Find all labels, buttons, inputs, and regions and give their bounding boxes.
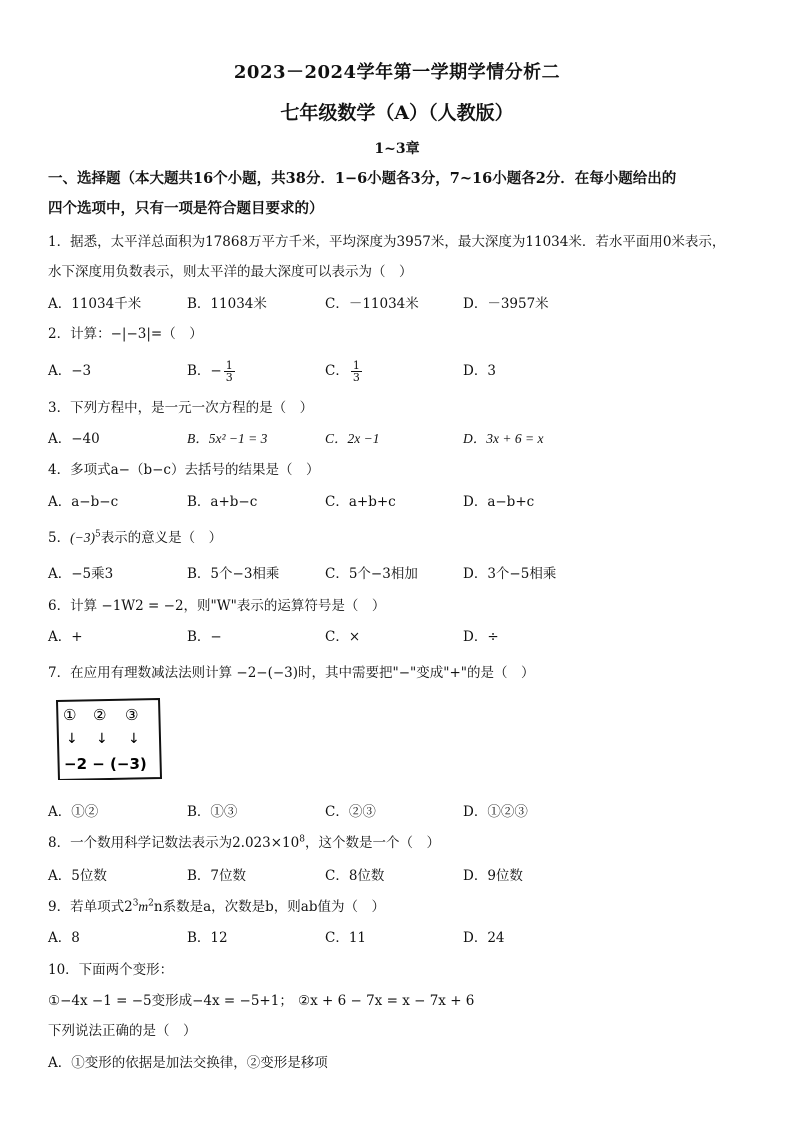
q5-option-a[interactable]: A．−5乘3 (48, 566, 114, 582)
q7-circle-1: ① (63, 706, 77, 724)
q4-option-b[interactable]: B．a+b−c (187, 494, 258, 510)
q2-option-b[interactable]: B．− $\frac{1}{3}$ (187, 359, 233, 384)
q9-option-b[interactable]: B．12 (187, 930, 228, 946)
q7-option-b[interactable]: B．①③ (187, 804, 238, 820)
q3-option-b[interactable]: B．5x² −1 = 3 (187, 431, 268, 446)
q7-arrow-2: ↓ (96, 731, 108, 747)
q1-option-b[interactable]: B．11034米 (187, 296, 267, 312)
q8-stem: 8．一个数用科学记数法表示为$2.023\times 10^8$，这个数是一个（ ） (48, 834, 440, 851)
q2-stem: 2．计算：−|−3|=（ ） (48, 326, 203, 342)
q8-option-a[interactable]: A．5位数 (48, 868, 107, 884)
q9-stem: 9．若单项式$2^3m^2n$系数是a，次数是b，则ab值为（ ） (48, 898, 385, 915)
q4-option-c[interactable]: C．a+b+c (325, 494, 396, 510)
q1-option-c[interactable]: C．－11034米 (325, 296, 419, 312)
q7-option-c[interactable]: C．②③ (325, 804, 376, 820)
q6-option-c[interactable]: C．× (325, 629, 361, 645)
q7-stem: 7．在应用有理数减法法则计算 −2−(−3)时，其中需要把"−"变成"+"的是（ ） (48, 665, 535, 681)
q2-option-a[interactable]: A．−3 (48, 363, 92, 379)
q8-option-d[interactable]: D．9位数 (463, 868, 523, 884)
q8-option-c[interactable]: C．8位数 (325, 868, 385, 884)
q7-circle-2: ② (93, 706, 107, 724)
q3-option-a[interactable]: A．−40 (48, 431, 100, 447)
q2-option-d[interactable]: D．3 (463, 363, 496, 379)
q6-option-b[interactable]: B．− (187, 629, 222, 645)
q4-option-d[interactable]: D．a−b+c (463, 494, 535, 510)
q4-option-a[interactable]: A．a−b−c (48, 494, 119, 510)
q10-transform-1: ①−4x −1 = −5变形成−4x = −5+1； (48, 993, 293, 1009)
q1-stem-line1: 1．据悉，太平洋总面积为17868万平方千米，平均深度为3957米，最大深度为11034米．若水平面用0米表示， (48, 234, 726, 250)
q7-figure (55, 698, 163, 780)
q4-stem: 4．多项式a−（b−c）去括号的结果是（ ） (48, 462, 320, 478)
q5-option-c[interactable]: C．5个−3相加 (325, 566, 418, 582)
q3-option-d[interactable]: D．3x + 6 = x (463, 431, 544, 446)
fraction-one-third: $\frac{1}{3}$ (352, 359, 360, 384)
q10-stem: 10．下面两个变形： (48, 962, 174, 978)
q7-expression: −2 − (−3) (64, 755, 147, 773)
q7-circle-3: ③ (125, 706, 139, 724)
q1-option-a[interactable]: A．11034千米 (48, 296, 142, 312)
section-heading-line2: 四个选项中，只有一项是符合题目要求的） (48, 200, 324, 217)
q3-stem: 3．下列方程中，是一元一次方程的是（ ） (48, 400, 314, 416)
q9-option-a[interactable]: A．8 (48, 930, 80, 946)
q10-transform-2: ②x + 6 − 7x = x − 7x + 6 (298, 993, 475, 1009)
q5-stem: 5．$(-3)^5$表示的意义是（ ） (48, 529, 223, 546)
q1-stem-line2: 水下深度用负数表示，则太平洋的最大深度可以表示为（ ） (48, 264, 413, 280)
q9-option-c[interactable]: C．11 (325, 930, 367, 946)
q7-option-d[interactable]: D．①②③ (463, 804, 528, 820)
q7-arrow-3: ↓ (128, 731, 140, 747)
fraction-one-third: $\frac{1}{3}$ (225, 359, 233, 384)
q7-arrow-1: ↓ (66, 731, 78, 747)
q8-option-b[interactable]: B．7位数 (187, 868, 247, 884)
q2-option-c[interactable]: C． $\frac{1}{3}$ (325, 359, 360, 384)
q10-ask: 下列说法正确的是（ ） (48, 1023, 197, 1039)
q9-option-d[interactable]: D．24 (463, 930, 505, 946)
q6-option-d[interactable]: D．÷ (463, 629, 499, 645)
q6-stem: 6．计算 −1W2 = −2，则"W"表示的运算符号是（ ） (48, 598, 386, 614)
section-heading-line1: 一、选择题（本大题共16个小题，共38分．1−6小题各3分，7~16小题各2分．在每小题给出的 (48, 170, 677, 187)
exam-subtitle: 七年级数学（A）（人教版） (280, 102, 514, 124)
q3-option-c[interactable]: C．2x −1 (325, 431, 380, 446)
q6-option-a[interactable]: A．+ (48, 629, 83, 645)
q5-option-d[interactable]: D．3个−5相乘 (463, 566, 557, 582)
q5-option-b[interactable]: B．5个−3相乘 (187, 566, 280, 582)
chapter-range: 1~3章 (374, 141, 420, 157)
q1-option-d[interactable]: D．－3957米 (463, 296, 549, 312)
exam-title: 2023－2024学年第一学期学情分析二 (233, 62, 561, 83)
q10-option-a[interactable]: A．①变形的依据是加法交换律，②变形是移项 (48, 1055, 328, 1071)
q7-option-a[interactable]: A．①② (48, 804, 99, 820)
